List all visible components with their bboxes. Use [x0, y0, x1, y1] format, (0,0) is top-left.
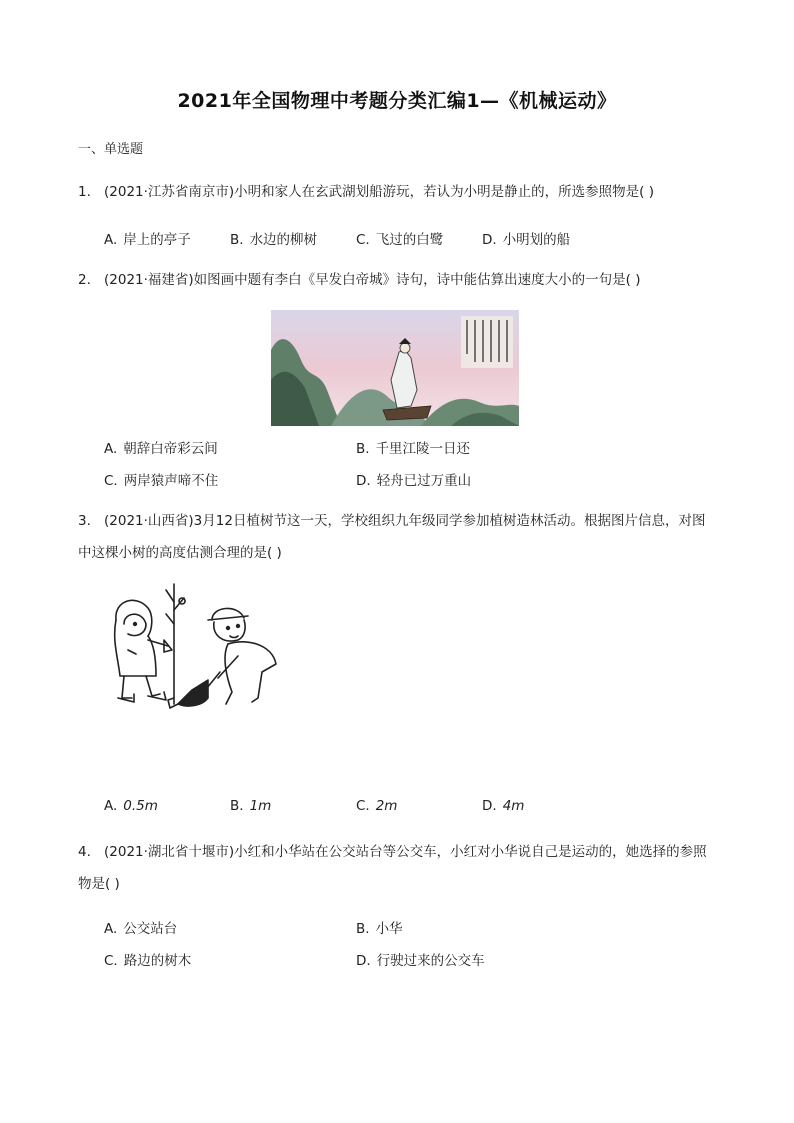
option-2a[interactable] [104, 437, 218, 457]
question-number: 3. [78, 513, 91, 529]
option-1b[interactable] [230, 228, 317, 248]
option-text: 4m [502, 798, 525, 814]
option-letter: B. [230, 232, 244, 248]
option-text: 行驶过来的公交车 [376, 953, 485, 969]
option-3d[interactable] [482, 798, 524, 814]
option-letter: B. [230, 798, 244, 814]
option-text: 水边的柳树 [249, 232, 318, 248]
question-3 [78, 505, 728, 569]
option-letter: D. [482, 232, 497, 248]
option-letter: A. [104, 921, 118, 937]
question-number: 2. [78, 272, 91, 288]
question-text: (2021·江苏省南京市)小明和家人在玄武湖划船游玩，若认为小明是静止的，所选参照物是( ) [104, 184, 655, 200]
option-letter: D. [482, 798, 497, 814]
option-text: 小华 [375, 921, 403, 937]
option-letter: B. [356, 441, 370, 457]
option-letter: C. [104, 953, 118, 969]
poem-painting-image [271, 310, 519, 426]
question-text: (2021·福建省)如图画中题有李白《早发白帝城》诗句，诗中能估算出速度大小的一句是( ) [104, 272, 641, 288]
option-3c[interactable] [356, 798, 397, 814]
question-2 [78, 264, 728, 296]
tree-planting-image [108, 580, 280, 716]
question-number: 1. [78, 184, 91, 200]
option-letter: C. [104, 473, 118, 489]
option-2b[interactable] [356, 437, 470, 457]
option-text: 公交站台 [123, 921, 178, 937]
option-text: 1m [249, 798, 272, 814]
option-letter: B. [356, 921, 370, 937]
option-1d[interactable] [482, 228, 570, 248]
option-letter: D. [356, 473, 371, 489]
question-4 [78, 836, 728, 900]
option-4d[interactable] [356, 949, 485, 969]
option-text: 岸上的亭子 [123, 232, 191, 248]
option-4a[interactable] [104, 917, 177, 937]
question-text-line1: (2021·山西省)3月12日植树节这一天，学校组织九年级同学参加植树造林活动。根据图片信息，对图 [104, 513, 706, 529]
option-letter: A. [104, 232, 118, 248]
option-4c[interactable] [104, 949, 191, 969]
option-3a[interactable] [104, 798, 158, 814]
option-letter: A. [104, 798, 118, 814]
option-letter: D. [356, 953, 371, 969]
option-1a[interactable] [104, 228, 191, 248]
question-text-line2: 中这棵小树的高度估测合理的是( ) [78, 545, 282, 561]
option-1c[interactable] [356, 228, 443, 248]
section-heading: 一、单选题 [78, 142, 144, 157]
option-letter: C. [356, 232, 370, 248]
question-text-line2: 物是( ) [78, 876, 120, 892]
option-text: 两岸猿声啼不住 [123, 473, 219, 489]
option-text: 飞过的白鹭 [375, 232, 444, 248]
option-letter: C. [356, 798, 370, 814]
option-3b[interactable] [230, 798, 271, 814]
question-number: 4. [78, 844, 91, 860]
option-text: 朝辞白帝彩云间 [123, 441, 218, 457]
option-text: 小明划的船 [502, 232, 571, 248]
option-text: 千里江陵一日还 [375, 441, 471, 457]
option-2c[interactable] [104, 469, 218, 489]
page-title: 2021年全国物理中考题分类汇编1—《机械运动》 [177, 90, 617, 112]
question-1 [78, 176, 728, 208]
option-4b[interactable] [356, 917, 403, 937]
option-text: 0.5m [123, 798, 158, 814]
option-letter: A. [104, 441, 118, 457]
option-text: 轻舟已过万重山 [376, 473, 472, 489]
option-text: 路边的树木 [123, 953, 192, 969]
option-2d[interactable] [356, 469, 471, 489]
question-text-line1: (2021·湖北省十堰市)小红和小华站在公交站台等公交车，小红对小华说自己是运动的，她选择的参照 [104, 844, 707, 860]
option-text: 2m [375, 798, 398, 814]
